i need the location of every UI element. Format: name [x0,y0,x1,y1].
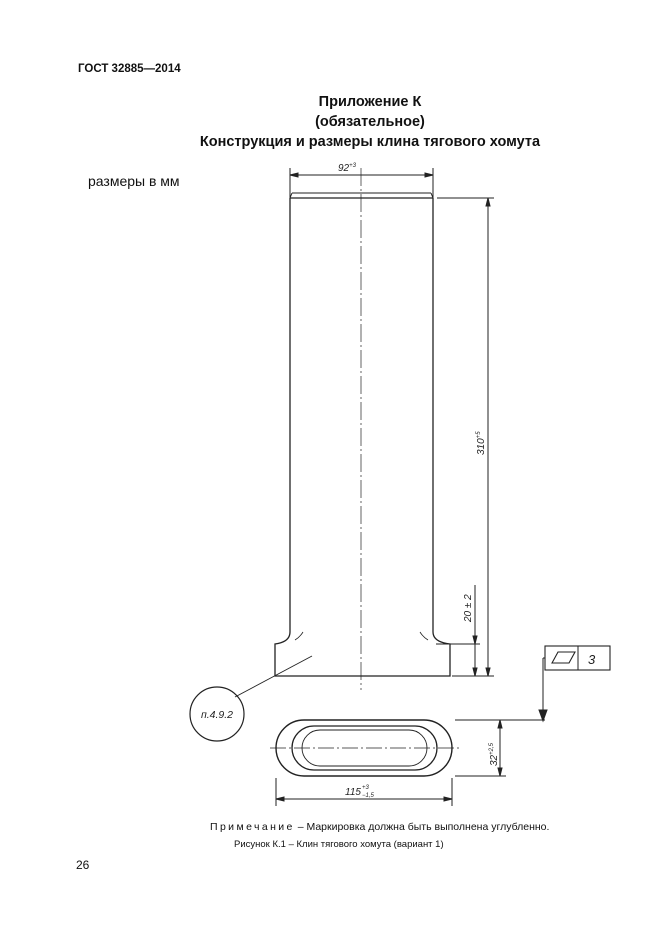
dim-length-tol-lower: −1,5 [362,793,374,799]
note-label: Примечание [210,821,295,833]
wedge-body [275,198,450,676]
note [210,821,549,833]
figure-caption: Рисунок К.1 – Клин тягового хомута (вариант 1) [234,839,444,850]
dim-height: $310^{+5}$ [476,431,487,455]
standard-code: ГОСТ 32885—2014 [78,63,181,75]
tolerance-value: 3 [588,652,596,667]
dim-width-top: $92^{+3}$ [338,163,356,174]
dim-thickness: $32^{+2,5}$ [489,743,500,766]
callout-reference: п.4.9.2 [200,709,234,721]
dim-length-tol-upper: +3 [362,785,369,791]
appendix-subject: Конструкция и размеры клина тягового хомута [199,134,541,150]
dim-length-value: 115 [345,787,361,798]
page-number: 26 [76,858,90,872]
units-note: размеры в мм [88,173,180,189]
appendix-title: Приложение К [318,94,422,110]
appendix-status: (обязательное) [315,114,425,130]
flatness-icon [552,652,575,663]
dim-collar: 20 ± 2 [463,594,474,622]
note-text: – Маркировка должна быть выполнена углубленно. [294,821,550,833]
